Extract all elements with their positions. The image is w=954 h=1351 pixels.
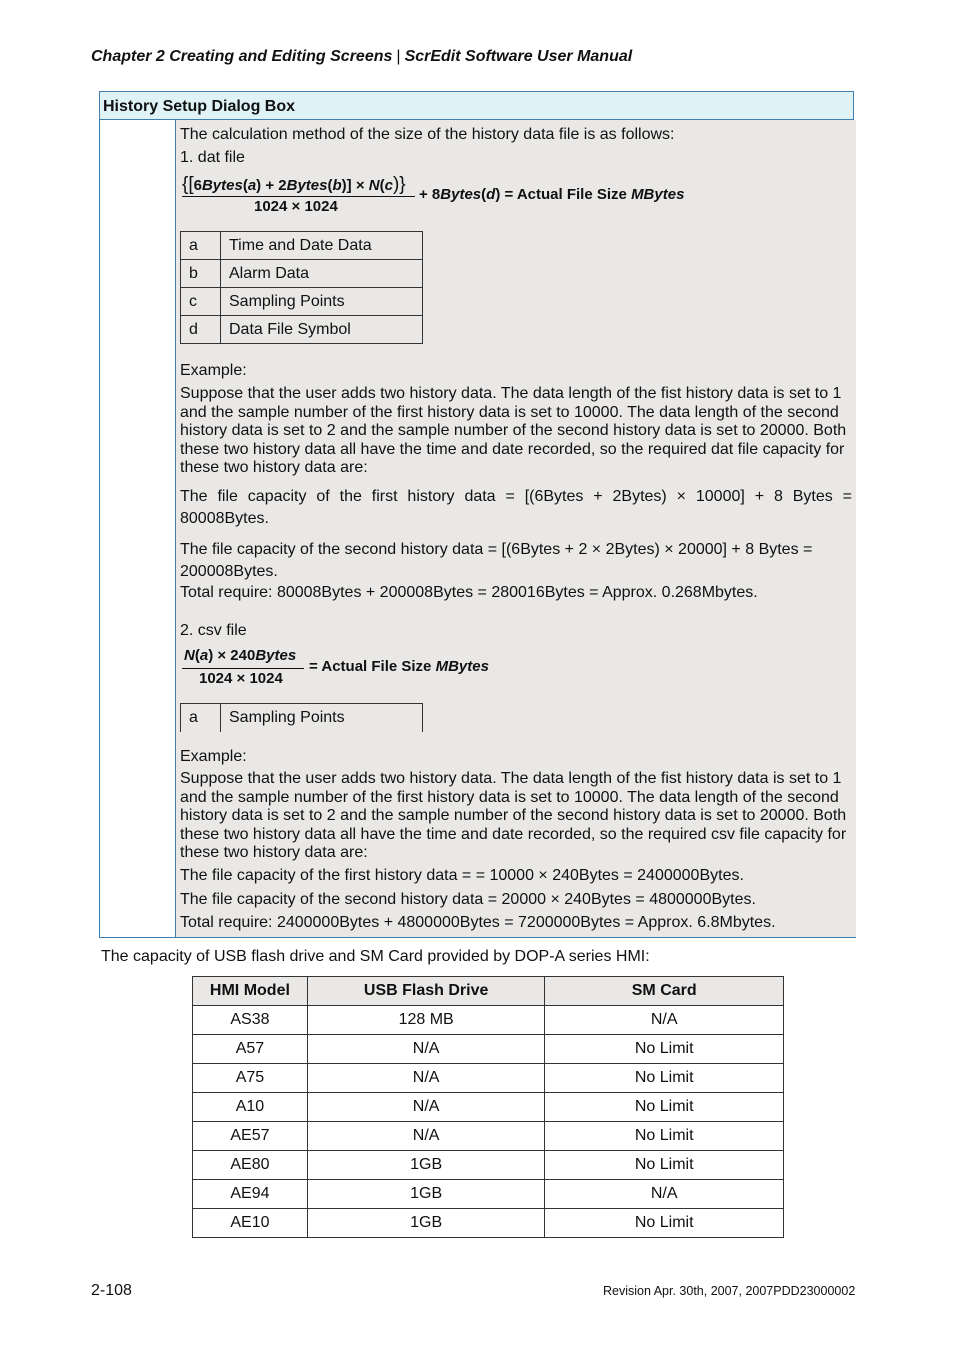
formula-close-bracket: )] × [341, 177, 365, 194]
formula-var-b: b [332, 177, 342, 194]
formula-bytes: Bytes [255, 647, 297, 664]
cell-sm-card: N/A [545, 1006, 784, 1035]
table-row [193, 1180, 784, 1209]
dat-formula-numerator: {[6Bytes(a) + 2Bytes(b)] × N(c)} [182, 174, 406, 195]
csv-fraction-bar [182, 668, 304, 669]
formula-plus-two: + 2 [265, 177, 287, 194]
formula-equals-actual: ) = Actual File Size [495, 186, 627, 203]
formula-var-a: a [247, 177, 257, 194]
column-header-sm-card: SM Card [545, 977, 784, 1006]
cell-model: A57 [193, 1035, 308, 1064]
definition-key: a [181, 704, 221, 732]
cell-sm-card: No Limit [545, 1093, 784, 1122]
formula-open-brace: {[ [182, 174, 194, 195]
formula-var-c: c [384, 177, 393, 194]
table-row [181, 260, 423, 288]
definition-value: Sampling Points [221, 704, 423, 732]
formula-times-240: ) × 240 [208, 647, 256, 664]
formula-six: 6 [193, 177, 202, 194]
csv-total: Total require: 2400000Bytes + 4800000Bytes = 7200000Bytes = Approx. 6.8Mbytes. [180, 914, 776, 931]
cell-usb: N/A [307, 1064, 545, 1093]
formula-bytes-a: Bytes [201, 177, 243, 194]
cell-sm-card: No Limit [545, 1151, 784, 1180]
csv-formula-numerator: N(a) × 240Bytes [184, 647, 297, 664]
table-row [193, 1035, 784, 1064]
definition-key: c [181, 288, 221, 316]
dat-calc-first: The file capacity of the first history data = [(6Bytes + 2Bytes) × 10000] + 8 Bytes = 80008Bytes. [180, 488, 852, 527]
csv-calc-second: The file capacity of the second history data = 20000 × 240Bytes = 4800000Bytes. [180, 891, 756, 908]
cell-model: AE80 [193, 1151, 308, 1180]
cell-model: AS38 [193, 1006, 308, 1035]
cell-sm-card: No Limit [545, 1035, 784, 1064]
cell-sm-card: No Limit [545, 1209, 784, 1238]
formula-bytes-d: Bytes [440, 186, 482, 203]
table-row [193, 1006, 784, 1035]
cell-model: A10 [193, 1093, 308, 1122]
definition-value: Data File Symbol [221, 316, 423, 344]
capacity-intro: The capacity of USB flash drive and SM Card provided by DOP-A series HMI: [101, 948, 650, 965]
csv-example-label: Example: [180, 748, 247, 765]
cell-model: A75 [193, 1064, 308, 1093]
column-header-usb: USB Flash Drive [307, 977, 545, 1006]
definition-value: Time and Date Data [221, 232, 423, 260]
dat-example-text: Suppose that the user adds two history data. The data length of the fist history data is set to 1 and the sample number of the first history data is set to 10000. The data length of the second history data is set to 2 and the sample number of the second history data is set to 20000. Both these two history data all have the time and date recorded, so the required dat file capacity for these two history data are: [180, 385, 847, 476]
intro-text: The calculation method of the size of the history data file is as follows: [180, 126, 675, 143]
revision-note: Revision Apr. 30th, 2007, 2007PDD23000002 [603, 1284, 856, 1298]
cell-sm-card: N/A [545, 1180, 784, 1209]
chapter-title: Chapter 2 Creating and Editing Screens [91, 48, 393, 65]
dat-formula-rhs: + 8Bytes(d) = Actual File Size MBytes [419, 186, 685, 203]
table-row [193, 1093, 784, 1122]
definition-key: b [181, 260, 221, 288]
table-row [193, 1122, 784, 1151]
cell-usb: 1GB [307, 1180, 545, 1209]
cell-model: AE94 [193, 1180, 308, 1209]
manual-title: ScrEdit Software User Manual [404, 48, 633, 65]
csv-formula-rhs [309, 658, 489, 675]
table-row [181, 704, 423, 732]
formula-close-brace: )} [392, 174, 406, 195]
csv-formula-denominator: 1024 × 1024 [199, 670, 283, 687]
table-row [193, 1209, 784, 1238]
table-header-row [193, 977, 784, 1006]
csv-example-text: Suppose that the user adds two history data. The data length of the fist history data is set to 1 and the sample number of the first history data is set to 10000. The data length of the second history data is set to 2 and the sample number of the second history data is set to 20000. Both these two history data all have the time and date recorded, so the required csv file capacity for these two history data are: [180, 770, 847, 861]
table-row [181, 316, 423, 344]
formula-equals-actual: = Actual File Size [309, 658, 432, 675]
table-row [181, 288, 423, 316]
csv-heading: 2. csv file [180, 622, 247, 639]
dat-calc-second: The file capacity of the second history data = [(6Bytes + 2 × 2Bytes) × 20000] + 8 Bytes = 200008Bytes. [180, 541, 813, 580]
dat-heading: 1. dat file [180, 149, 245, 166]
page-number: 2-108 [91, 1282, 132, 1299]
cell-usb: N/A [307, 1093, 545, 1122]
csv-definitions-table [180, 703, 423, 732]
cell-usb: 1GB [307, 1151, 545, 1180]
box-title: History Setup Dialog Box [99, 91, 854, 120]
cell-usb: N/A [307, 1122, 545, 1151]
column-header-model: HMI Model [193, 977, 308, 1006]
cell-usb: 128 MB [307, 1006, 545, 1035]
formula-n: N [368, 177, 380, 194]
cell-sm-card: No Limit [545, 1064, 784, 1093]
dat-example-label: Example: [180, 362, 247, 379]
definition-key: a [181, 232, 221, 260]
cell-model: AE10 [193, 1209, 308, 1238]
cell-usb: N/A [307, 1035, 545, 1064]
formula-n: N [184, 647, 195, 664]
dat-definitions-table [180, 231, 423, 344]
cell-sm-card: No Limit [545, 1122, 784, 1151]
formula-unit: MBytes [631, 186, 685, 203]
capacity-table [192, 976, 784, 1238]
cell-usb: 1GB [307, 1209, 545, 1238]
formula-var-a: a [199, 647, 209, 664]
definition-value: Sampling Points [221, 288, 423, 316]
cell-model: AE57 [193, 1122, 308, 1151]
header-separator: | [396, 48, 401, 65]
dat-fraction-bar [182, 196, 415, 197]
csv-calc-first: The file capacity of the first history data = = 10000 × 240Bytes = 2400000Bytes. [180, 867, 744, 884]
table-row [181, 232, 423, 260]
formula-plus-eight: + 8 [419, 186, 441, 203]
running-header [91, 48, 632, 66]
formula-bytes-b: Bytes [286, 177, 328, 194]
table-row [193, 1064, 784, 1093]
table-row [193, 1151, 784, 1180]
formula-var-d: d [486, 186, 496, 203]
definition-key: d [181, 316, 221, 344]
dat-total: Total require: 80008Bytes + 200008Bytes = 280016Bytes = Approx. 0.268Mbytes. [180, 584, 758, 601]
formula-unit: MBytes [435, 658, 489, 675]
definition-value: Alarm Data [221, 260, 423, 288]
dat-formula-denominator: 1024 × 1024 [254, 198, 338, 215]
